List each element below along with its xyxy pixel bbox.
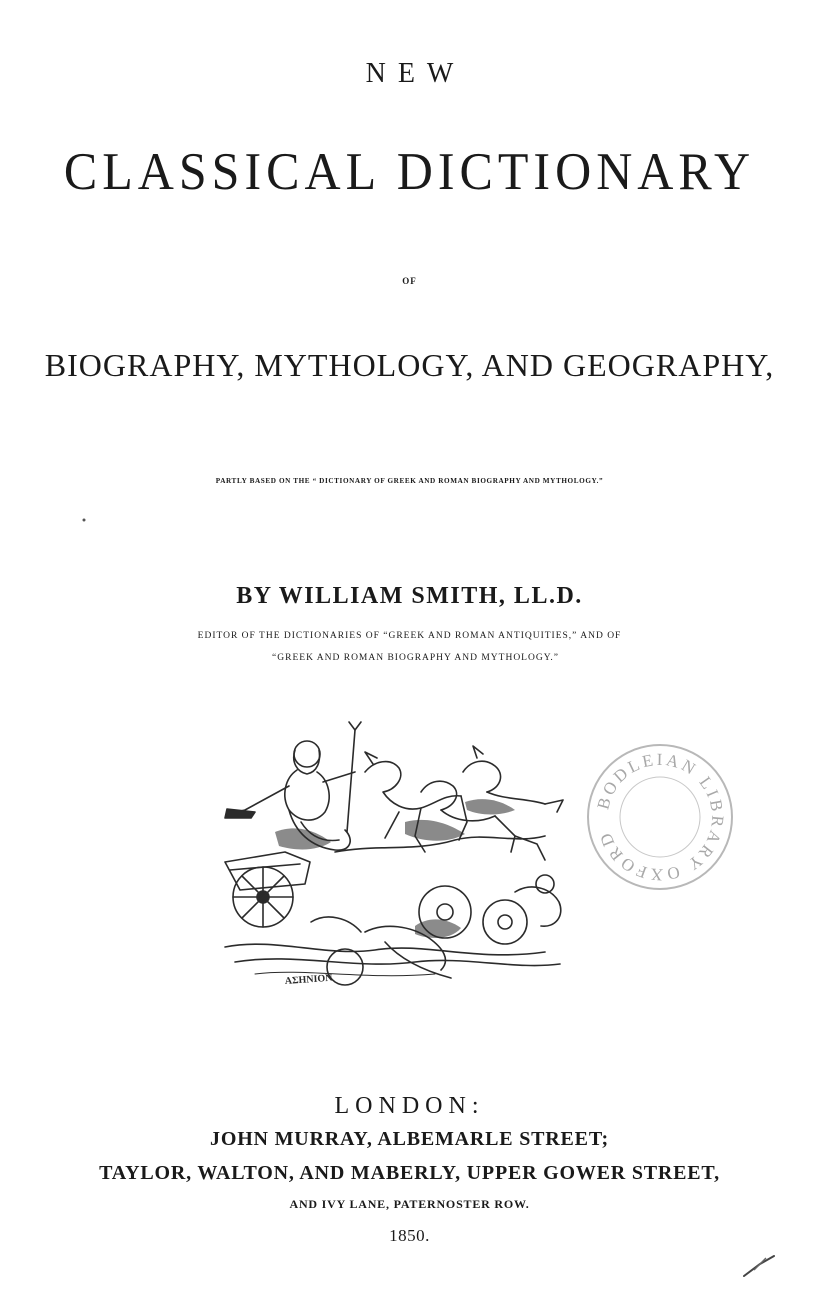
vignette-inscription: ΑΣΗΝΙΟΝ (284, 972, 333, 987)
ink-speck (80, 516, 88, 524)
book-subtitle: BIOGRAPHY, MYTHOLOGY, AND GEOGRAPHY, (44, 347, 775, 383)
imprint-publisher-2: TAYLOR, WALTON, AND MABERLY, UPPER GOWER STREET, (99, 1162, 720, 1184)
heading-new: NEW (365, 58, 466, 89)
imprint-year: 1850. (389, 1226, 430, 1245)
title-of: OF (402, 276, 417, 286)
author-line: BY WILLIAM SMITH, LL.D. (236, 583, 583, 609)
editor-credit-line-2: “GREEK AND ROMAN BIOGRAPHY AND MYTHOLOGY.” (272, 653, 559, 663)
based-on-note: PARTLY BASED ON THE “ DICTIONARY OF GREEK AND ROMAN BIOGRAPHY AND MYTHOLOGY.” (215, 477, 604, 485)
imprint-publisher-1: JOHN MURRAY, ALBEMARLE STREET; (210, 1128, 609, 1150)
pencil-mark (740, 1250, 780, 1280)
chariot-vignette-engraving (215, 712, 585, 992)
imprint-city: LONDON: (334, 1093, 485, 1119)
stamp-text: BODLEIAN LIBRARY OXFORD (593, 749, 728, 885)
imprint-publisher-3: AND IVY LANE, PATERNOSTER ROW. (289, 1197, 530, 1211)
svg-text:BODLEIAN LIBRARY OXFORD (593, 750, 727, 884)
editor-credit-line-1: EDITOR OF THE DICTIONARIES OF “GREEK AND ROMAN ANTIQUITIES,” AND OF (197, 631, 622, 641)
library-stamp-seal (585, 742, 735, 892)
book-title: CLASSICAL DICTIONARY (63, 141, 756, 201)
